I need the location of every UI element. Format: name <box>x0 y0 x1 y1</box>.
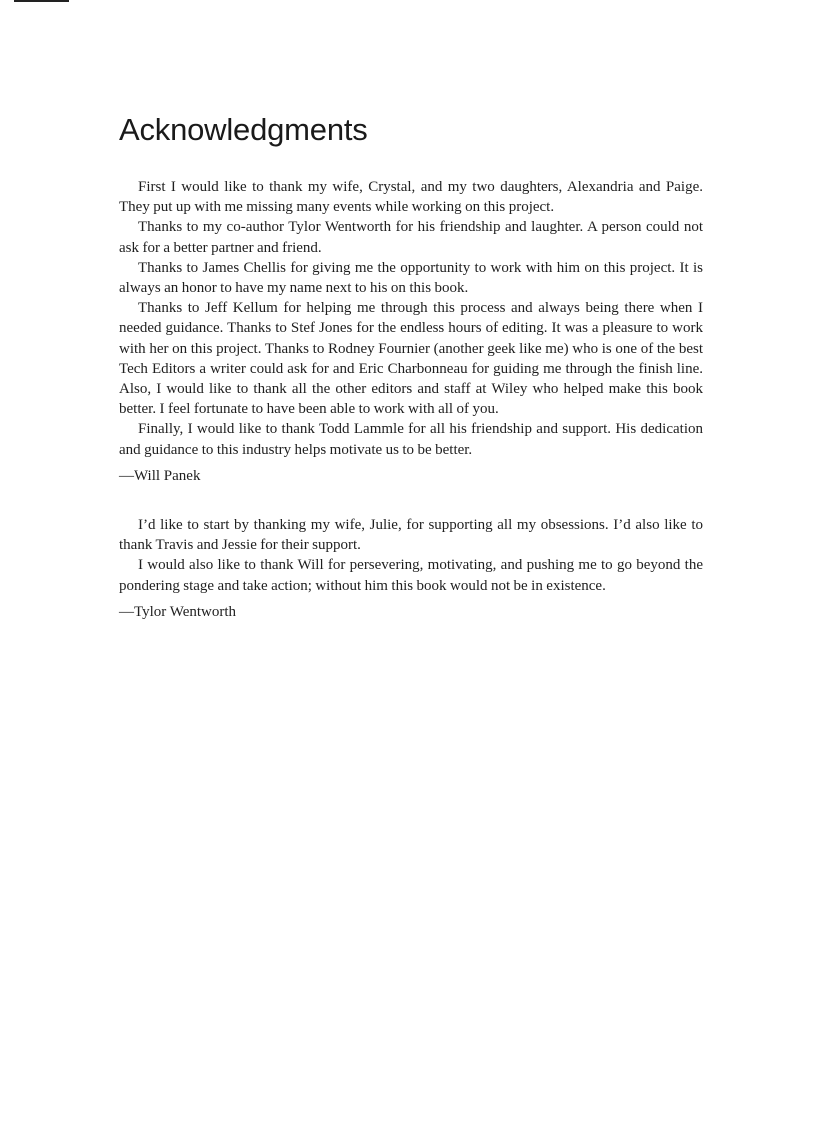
paragraph: Thanks to my co-author Tylor Wentworth for his friendship and laughter. A person could not ask for a better partner and friend. <box>119 219 703 256</box>
paragraph: Thanks to James Chellis for giving me the opportunity to work with him on this project. It is always an honor to have my name next to his on this book. <box>119 259 703 297</box>
acknowledgment-section-will-panek <box>119 177 703 486</box>
page-title: Acknowledgments <box>119 112 368 147</box>
acknowledgment-section-tylor-wentworth <box>119 515 703 622</box>
paragraph: First I would like to thank my wife, Crystal, and my two daughters, Alexandria and Paige. They put up with me missing many events while working on this project. <box>119 179 703 216</box>
signature-will-panek: —Will Panek <box>119 467 201 484</box>
paragraph: Finally, I would like to thank Todd Lammle for all his friendship and support. His dedication and guidance to this industry helps motivate us to be better. <box>119 421 703 458</box>
top-rule-divider <box>14 0 69 2</box>
paragraph: Thanks to Jeff Kellum for helping me through this process and always being there when I needed guidance. Thanks to Stef Jones for the endless hours of editing. It was a pleasure to work with her on this project. Thanks to Rodney Fournier (another geek like me) who is one of the best Tech Editors a writer could ask for and Eric Charbonneau for guiding me through the finish line. Also, I would like to thank all the other editors and staff at Wiley who helped make this book better. I feel fortunate to have been able to work with all of you. <box>119 300 703 418</box>
paragraph: I would also like to thank Will for persevering, motivating, and pushing me to go beyond the pondering stage and take action; without him this book would not be in existence. <box>119 557 703 594</box>
paragraph: I’d like to start by thanking my wife, Julie, for supporting all my obsessions. I’d also like to thank Travis and Jessie for their support. <box>119 517 703 554</box>
signature-tylor-wentworth: —Tylor Wentworth <box>119 603 237 620</box>
